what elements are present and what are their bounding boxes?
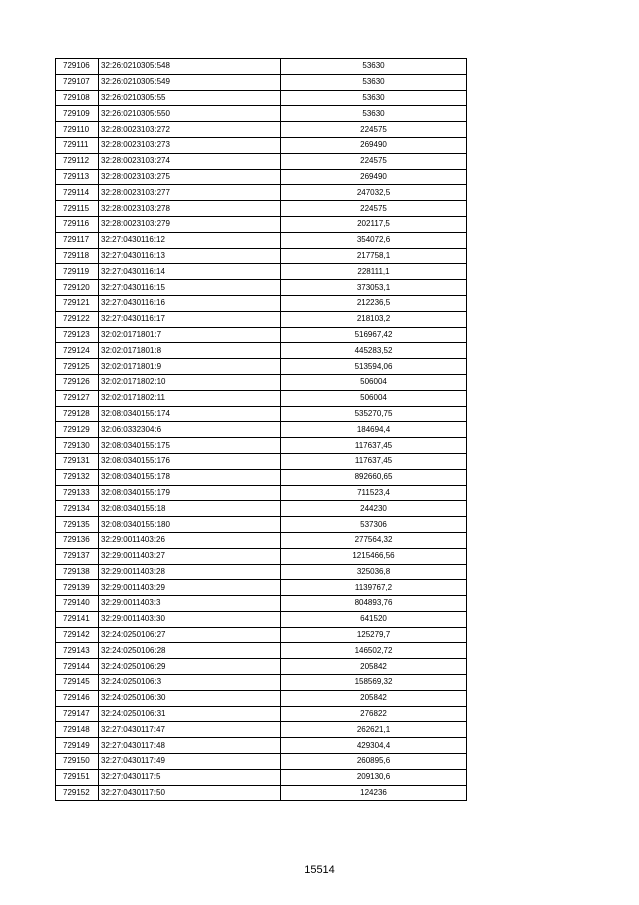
row-id-cell: 729109 [56, 106, 99, 122]
value-cell: 373053,1 [281, 280, 467, 296]
row-id-cell: 729135 [56, 517, 99, 533]
cadastral-number-cell: 32:08:0340155:175 [99, 438, 281, 454]
row-id-cell: 729108 [56, 90, 99, 106]
table-row [56, 311, 467, 327]
row-id-cell: 729117 [56, 232, 99, 248]
value-cell: 277564,32 [281, 532, 467, 548]
value-cell: 247032,5 [281, 185, 467, 201]
table-row [56, 74, 467, 90]
table-row [56, 122, 467, 138]
cadastral-number-cell: 32:29:0011403:30 [99, 611, 281, 627]
cadastral-number-cell: 32:29:0011403:29 [99, 580, 281, 596]
cadastral-number-cell: 32:02:0171801:8 [99, 343, 281, 359]
cadastral-number-cell: 32:27:0430116:14 [99, 264, 281, 280]
table-row [56, 738, 467, 754]
value-cell: 146502,72 [281, 643, 467, 659]
table-row [56, 169, 467, 185]
row-id-cell: 729119 [56, 264, 99, 280]
cadastral-number-cell: 32:28:0023103:277 [99, 185, 281, 201]
cadastral-number-cell: 32:27:0430117:49 [99, 754, 281, 770]
row-id-cell: 729143 [56, 643, 99, 659]
cadastral-number-cell: 32:24:0250106:31 [99, 706, 281, 722]
cadastral-number-cell: 32:26:0210305:550 [99, 106, 281, 122]
row-id-cell: 729141 [56, 611, 99, 627]
table-row [56, 596, 467, 612]
row-id-cell: 729142 [56, 627, 99, 643]
data-table [55, 58, 467, 801]
cadastral-number-cell: 32:28:0023103:275 [99, 169, 281, 185]
row-id-cell: 729147 [56, 706, 99, 722]
row-id-cell: 729125 [56, 359, 99, 375]
cadastral-number-cell: 32:28:0023103:274 [99, 153, 281, 169]
value-cell: 53630 [281, 90, 467, 106]
value-cell: 209130,6 [281, 769, 467, 785]
value-cell: 537306 [281, 517, 467, 533]
cadastral-number-cell: 32:08:0340155:176 [99, 453, 281, 469]
table-row [56, 659, 467, 675]
row-id-cell: 729112 [56, 153, 99, 169]
value-cell: 429304,4 [281, 738, 467, 754]
table-row [56, 153, 467, 169]
value-cell: 184694,4 [281, 422, 467, 438]
cadastral-number-cell: 32:02:0171802:10 [99, 374, 281, 390]
cadastral-number-cell: 32:27:0430116:15 [99, 280, 281, 296]
table-row [56, 438, 467, 454]
cadastral-number-cell: 32:08:0340155:18 [99, 501, 281, 517]
row-id-cell: 729133 [56, 485, 99, 501]
cadastral-number-cell: 32:08:0340155:180 [99, 517, 281, 533]
value-cell: 125279,7 [281, 627, 467, 643]
table-row [56, 469, 467, 485]
cadastral-number-cell: 32:29:0011403:28 [99, 564, 281, 580]
table-row [56, 359, 467, 375]
cadastral-number-cell: 32:29:0011403:3 [99, 596, 281, 612]
table-row [56, 422, 467, 438]
table-row [56, 216, 467, 232]
value-cell: 202117,5 [281, 216, 467, 232]
row-id-cell: 729110 [56, 122, 99, 138]
row-id-cell: 729120 [56, 280, 99, 296]
value-cell: 53630 [281, 106, 467, 122]
cadastral-number-cell: 32:27:0430117:47 [99, 722, 281, 738]
row-id-cell: 729113 [56, 169, 99, 185]
row-id-cell: 729118 [56, 248, 99, 264]
table-row [56, 106, 467, 122]
table-row [56, 517, 467, 533]
table-row [56, 643, 467, 659]
value-cell: 224575 [281, 201, 467, 217]
cadastral-number-cell: 32:28:0023103:279 [99, 216, 281, 232]
value-cell: 244230 [281, 501, 467, 517]
cadastral-number-cell: 32:28:0023103:278 [99, 201, 281, 217]
cadastral-number-cell: 32:29:0011403:26 [99, 532, 281, 548]
cadastral-number-cell: 32:29:0011403:27 [99, 548, 281, 564]
table-row [56, 406, 467, 422]
table-row [56, 627, 467, 643]
row-id-cell: 729152 [56, 785, 99, 801]
row-id-cell: 729111 [56, 137, 99, 153]
table-row [56, 232, 467, 248]
table-row [56, 280, 467, 296]
cadastral-number-cell: 32:02:0171802:11 [99, 390, 281, 406]
table-row [56, 295, 467, 311]
row-id-cell: 729129 [56, 422, 99, 438]
table-row [56, 248, 467, 264]
table-row [56, 453, 467, 469]
table-body [56, 59, 467, 801]
row-id-cell: 729140 [56, 596, 99, 612]
table-row [56, 390, 467, 406]
row-id-cell: 729126 [56, 374, 99, 390]
table-row [56, 690, 467, 706]
cadastral-number-cell: 32:06:0332304:6 [99, 422, 281, 438]
cadastral-number-cell: 32:02:0171801:7 [99, 327, 281, 343]
value-cell: 260895,6 [281, 754, 467, 770]
cadastral-number-cell: 32:26:0210305:549 [99, 74, 281, 90]
cadastral-number-cell: 32:08:0340155:178 [99, 469, 281, 485]
value-cell: 217758,1 [281, 248, 467, 264]
value-cell: 212236,5 [281, 295, 467, 311]
table-row [56, 548, 467, 564]
row-id-cell: 729122 [56, 311, 99, 327]
cadastral-number-cell: 32:28:0023103:272 [99, 122, 281, 138]
row-id-cell: 729106 [56, 59, 99, 75]
value-cell: 224575 [281, 122, 467, 138]
cadastral-number-cell: 32:02:0171801:9 [99, 359, 281, 375]
cadastral-number-cell: 32:24:0250106:29 [99, 659, 281, 675]
value-cell: 224575 [281, 153, 467, 169]
value-cell: 711523,4 [281, 485, 467, 501]
value-cell: 1215466,56 [281, 548, 467, 564]
cadastral-number-cell: 32:27:0430116:17 [99, 311, 281, 327]
table-row [56, 722, 467, 738]
value-cell: 506004 [281, 390, 467, 406]
cadastral-number-cell: 32:08:0340155:174 [99, 406, 281, 422]
table-row [56, 501, 467, 517]
cadastral-number-cell: 32:24:0250106:27 [99, 627, 281, 643]
cadastral-number-cell: 32:24:0250106:3 [99, 675, 281, 691]
value-cell: 516967,42 [281, 327, 467, 343]
value-cell: 117637,45 [281, 438, 467, 454]
row-id-cell: 729136 [56, 532, 99, 548]
cadastral-number-cell: 32:08:0340155:179 [99, 485, 281, 501]
row-id-cell: 729123 [56, 327, 99, 343]
value-cell: 445283,52 [281, 343, 467, 359]
value-cell: 205842 [281, 690, 467, 706]
row-id-cell: 729131 [56, 453, 99, 469]
row-id-cell: 729138 [56, 564, 99, 580]
table-row [56, 785, 467, 801]
value-cell: 892660,65 [281, 469, 467, 485]
row-id-cell: 729124 [56, 343, 99, 359]
table-row [56, 201, 467, 217]
table-row [56, 611, 467, 627]
table-row [56, 374, 467, 390]
table-row [56, 90, 467, 106]
page-number: 15514 [304, 864, 335, 876]
value-cell: 53630 [281, 59, 467, 75]
value-cell: 276822 [281, 706, 467, 722]
value-cell: 205842 [281, 659, 467, 675]
row-id-cell: 729144 [56, 659, 99, 675]
row-id-cell: 729146 [56, 690, 99, 706]
value-cell: 53630 [281, 74, 467, 90]
value-cell: 506004 [281, 374, 467, 390]
table-row [56, 564, 467, 580]
table-row [56, 343, 467, 359]
row-id-cell: 729121 [56, 295, 99, 311]
cadastral-number-cell: 32:27:0430117:5 [99, 769, 281, 785]
cadastral-number-cell: 32:27:0430116:13 [99, 248, 281, 264]
row-id-cell: 729132 [56, 469, 99, 485]
cadastral-number-cell: 32:27:0430117:48 [99, 738, 281, 754]
table-row [56, 137, 467, 153]
value-cell: 535270,75 [281, 406, 467, 422]
row-id-cell: 729151 [56, 769, 99, 785]
table-row [56, 580, 467, 596]
cadastral-number-cell: 32:26:0210305:55 [99, 90, 281, 106]
row-id-cell: 729116 [56, 216, 99, 232]
cadastral-number-cell: 32:24:0250106:28 [99, 643, 281, 659]
value-cell: 228111,1 [281, 264, 467, 280]
row-id-cell: 729148 [56, 722, 99, 738]
row-id-cell: 729127 [56, 390, 99, 406]
row-id-cell: 729150 [56, 754, 99, 770]
value-cell: 124236 [281, 785, 467, 801]
value-cell: 804893,76 [281, 596, 467, 612]
table-row [56, 327, 467, 343]
value-cell: 513594,06 [281, 359, 467, 375]
value-cell: 269490 [281, 169, 467, 185]
value-cell: 1139767,2 [281, 580, 467, 596]
table-row [56, 59, 467, 75]
cadastral-number-cell: 32:27:0430117:50 [99, 785, 281, 801]
table-row [56, 675, 467, 691]
table-row [56, 532, 467, 548]
row-id-cell: 729149 [56, 738, 99, 754]
row-id-cell: 729137 [56, 548, 99, 564]
value-cell: 354072,6 [281, 232, 467, 248]
row-id-cell: 729134 [56, 501, 99, 517]
value-cell: 218103,2 [281, 311, 467, 327]
row-id-cell: 729145 [56, 675, 99, 691]
value-cell: 325036,8 [281, 564, 467, 580]
cadastral-number-cell: 32:27:0430116:12 [99, 232, 281, 248]
table-row [56, 264, 467, 280]
row-id-cell: 729115 [56, 201, 99, 217]
table-row [56, 706, 467, 722]
row-id-cell: 729128 [56, 406, 99, 422]
value-cell: 262621,1 [281, 722, 467, 738]
value-cell: 117637,45 [281, 453, 467, 469]
table-row [56, 769, 467, 785]
cadastral-number-cell: 32:26:0210305:548 [99, 59, 281, 75]
value-cell: 158569,32 [281, 675, 467, 691]
row-id-cell: 729139 [56, 580, 99, 596]
cadastral-number-cell: 32:24:0250106:30 [99, 690, 281, 706]
row-id-cell: 729114 [56, 185, 99, 201]
table-row [56, 185, 467, 201]
cadastral-number-cell: 32:27:0430116:16 [99, 295, 281, 311]
row-id-cell: 729107 [56, 74, 99, 90]
table-row [56, 754, 467, 770]
value-cell: 269490 [281, 137, 467, 153]
value-cell: 641520 [281, 611, 467, 627]
table-row [56, 485, 467, 501]
cadastral-number-cell: 32:28:0023103:273 [99, 137, 281, 153]
row-id-cell: 729130 [56, 438, 99, 454]
